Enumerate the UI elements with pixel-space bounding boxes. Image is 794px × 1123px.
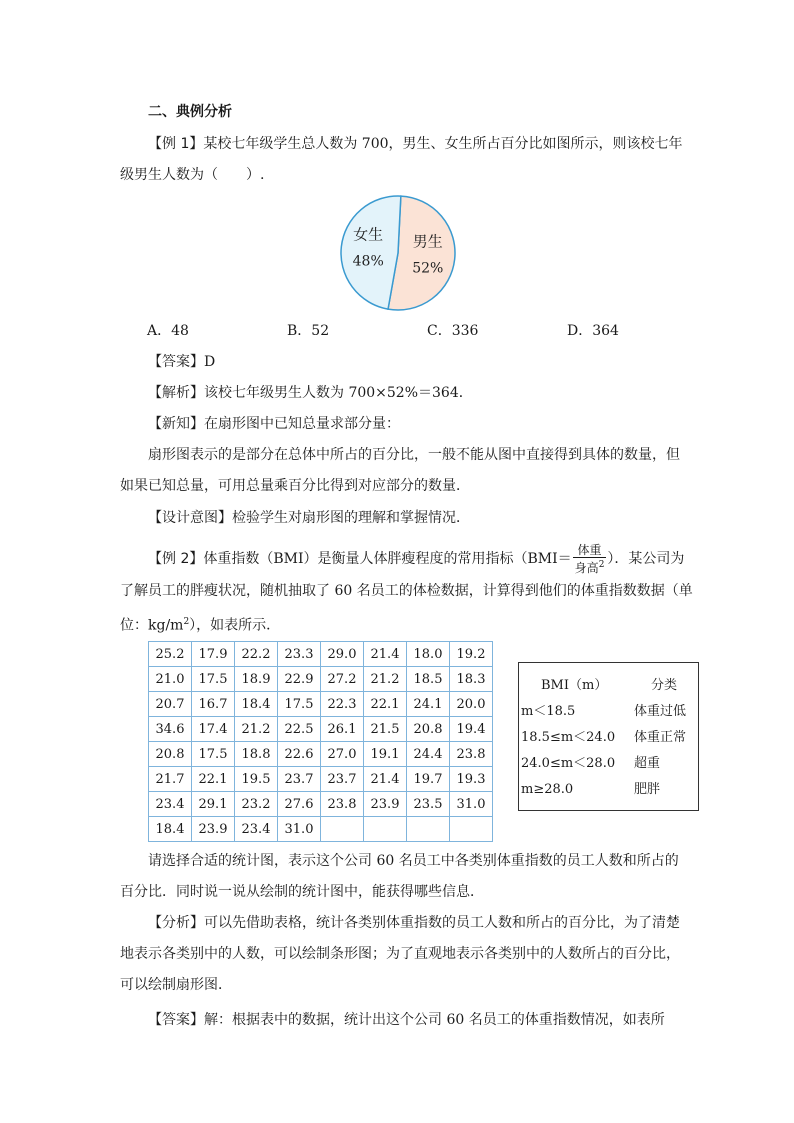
classification-header-category: 分类: [651, 678, 678, 693]
pie-label-male: 男生: [412, 232, 443, 251]
new-knowledge-tag: 【新知】: [148, 416, 204, 432]
table-cell: 24.1: [407, 692, 450, 717]
answer1: [148, 352, 708, 372]
classification-category-4: 肥胖: [634, 782, 661, 797]
table-cell: 21.4: [364, 642, 407, 667]
analysis1-tag: 【解析】: [148, 385, 204, 401]
example2-line3-sup: 2: [183, 617, 190, 627]
table-cell: 23.7: [321, 767, 364, 792]
table-row: [149, 642, 493, 667]
table-cell: 26.1: [321, 717, 364, 742]
table-cell: 34.6: [149, 717, 192, 742]
answer1-text: D: [204, 354, 216, 370]
bmi-classification-box: [518, 662, 699, 811]
table-row: [149, 692, 493, 717]
example2-line1: [148, 543, 708, 575]
classification-range-4: m≥28.0: [521, 782, 574, 797]
table-cell: 19.1: [364, 742, 407, 767]
pie-value-male: 52%: [412, 260, 444, 277]
table-cell: 23.8: [450, 742, 493, 767]
classification-category-1: 体重过低: [634, 704, 687, 719]
table-cell: 21.2: [235, 717, 278, 742]
table-cell: 25.2: [149, 642, 192, 667]
pie-chart: [338, 193, 458, 313]
pie-value-female: 48%: [352, 253, 384, 270]
paragraph1-line1: 扇形图表示的是部分在总体中所占的百分比，一般不能从图中直接得到具体的数量，但: [148, 447, 680, 463]
table-cell: 23.4: [235, 817, 278, 842]
table-cell: 22.1: [364, 692, 407, 717]
example2-line3-a: 位：kg/m: [120, 617, 184, 634]
analysis2-line3: 可以绘制扇形图．: [120, 977, 232, 993]
classification-header-bmi: BMI（m）: [541, 678, 608, 693]
new-knowledge: [148, 414, 708, 434]
table-cell: 23.3: [278, 642, 321, 667]
table-cell: 21.4: [364, 767, 407, 792]
fraction-denominator-text: 身高: [574, 561, 599, 575]
table-cell: 23.8: [321, 792, 364, 817]
table-cell: 23.9: [364, 792, 407, 817]
table-cell: 22.3: [321, 692, 364, 717]
example1-text: 某校七年级学生总人数为 700，男生、女生所占百分比如图所示，则该校七年: [203, 136, 683, 152]
table-cell: 23.7: [278, 767, 321, 792]
table-cell: 16.7: [192, 692, 235, 717]
table-cell: 23.9: [192, 817, 235, 842]
example2-text-a: 体重指数（BMI）是衡量人体胖瘦程度的常用指标（BMI＝: [203, 551, 572, 567]
fraction-denominator-sup: 2: [598, 560, 605, 570]
option-b[interactable]: B．52: [287, 323, 330, 339]
table-cell: 31.0: [278, 817, 321, 842]
example2-line3-b: ），如表所示．: [189, 617, 281, 634]
design-intent-tag: 【设计意图】: [148, 510, 232, 526]
table-cell: 18.5: [407, 667, 450, 692]
table-cell: 20.0: [450, 692, 493, 717]
example2-tag: 【例 2】: [148, 551, 204, 567]
bmi-data-table: [148, 641, 493, 842]
answer2: [148, 1010, 708, 1030]
design-intent: [148, 508, 708, 528]
analysis2-line2: 地表示各类别中的人数，可以绘制条形图；为了直观地表示各类别中的人数所占的百分比，: [120, 946, 680, 962]
example1-line2: 级男生人数为（ ）.: [120, 167, 265, 183]
table-cell: 20.8: [149, 742, 192, 767]
example2-line2: 了解员工的胖瘦状况，随机抽取了 60 名员工的体检数据，计算得到他们的体重指数数据（单: [120, 583, 693, 599]
table-row: [149, 667, 493, 692]
option-d[interactable]: D．364: [567, 323, 619, 339]
table-row: [149, 767, 493, 792]
table-cell: 23.2: [235, 792, 278, 817]
table-cell: [364, 817, 407, 842]
table-cell: 27.6: [278, 792, 321, 817]
classification-range-3: 24.0≤m＜28.0: [521, 756, 616, 771]
table-cell: 29.0: [321, 642, 364, 667]
table-cell: 19.4: [450, 717, 493, 742]
table-cell: 31.0: [450, 792, 493, 817]
table-cell: 18.3: [450, 667, 493, 692]
table-cell: 18.4: [149, 817, 192, 842]
table-cell: 24.4: [407, 742, 450, 767]
pie-label-female: 女生: [353, 225, 384, 244]
table-cell: 22.2: [235, 642, 278, 667]
table-row: [149, 742, 493, 767]
table-cell: 23.4: [149, 792, 192, 817]
answer1-tag: 【答案】: [148, 354, 204, 370]
example2-line3: [120, 612, 680, 636]
analysis1: [148, 383, 708, 403]
table-cell: [407, 817, 450, 842]
option-c[interactable]: C．336: [427, 323, 479, 339]
table-cell: 20.8: [407, 717, 450, 742]
classification-category-3: 超重: [634, 756, 661, 771]
table-cell: 17.9: [192, 642, 235, 667]
table-cell: 27.2: [321, 667, 364, 692]
table-cell: 21.2: [364, 667, 407, 692]
table-cell: 18.8: [235, 742, 278, 767]
table-cell: 19.5: [235, 767, 278, 792]
table-cell: 17.5: [192, 667, 235, 692]
table-cell: 22.9: [278, 667, 321, 692]
bmi-fraction: [573, 543, 607, 575]
design-intent-text: 检验学生对扇形图的理解和掌握情况．: [232, 510, 470, 526]
fraction-numerator: 体重: [573, 543, 607, 558]
table-row: [149, 717, 493, 742]
table-cell: [450, 817, 493, 842]
section-title: 二、典例分析: [148, 104, 232, 120]
table-cell: 21.5: [364, 717, 407, 742]
table-cell: 29.1: [192, 792, 235, 817]
new-knowledge-text: 在扇形图中已知总量求部分量：: [204, 416, 400, 432]
table-cell: 17.5: [278, 692, 321, 717]
table-row: [149, 817, 493, 842]
classification-category-2: 体重正常: [634, 730, 687, 745]
table-cell: 19.7: [407, 767, 450, 792]
fraction-denominator: [573, 558, 607, 575]
answer2-tag: 【答案】: [148, 1012, 204, 1028]
table-cell: 27.0: [321, 742, 364, 767]
classification-range-2: 18.5≤m＜24.0: [521, 730, 616, 745]
example1-line1: [148, 134, 708, 154]
table-cell: 18.4: [235, 692, 278, 717]
example1-tag: 【例 1】: [148, 136, 204, 152]
question2-line2: 百分比．同时说一说从绘制的统计图中，能获得哪些信息．: [120, 884, 484, 900]
table-cell: [321, 817, 364, 842]
table-cell: 22.1: [192, 767, 235, 792]
table-cell: 20.7: [149, 692, 192, 717]
analysis1-text: 该校七年级男生人数为 700×52%＝364．: [204, 385, 473, 401]
analysis2-tag: 【分析】: [148, 915, 204, 931]
paragraph1-line2: 如果已知总量，可用总量乘百分比得到对应部分的数量．: [120, 478, 470, 494]
table-row: [149, 792, 493, 817]
table-cell: 22.5: [278, 717, 321, 742]
table-cell: 22.6: [278, 742, 321, 767]
question2-line1: 请选择合适的统计图，表示这个公司 60 名员工中各类别体重指数的员工人数和所占的: [148, 853, 679, 869]
answer2-text: 解：根据表中的数据，统计出这个公司 60 名员工的体重指数情况，如表所: [204, 1012, 665, 1028]
classification-range-1: m＜18.5: [521, 704, 576, 719]
analysis2-line1: [148, 913, 708, 933]
table-cell: 18.9: [235, 667, 278, 692]
analysis2-text: 可以先借助表格，统计各类别体重指数的员工人数和所占的百分比，为了清楚: [204, 915, 680, 931]
table-cell: 21.0: [149, 667, 192, 692]
example2-text-b: ）．某公司为: [607, 551, 685, 567]
table-cell: 18.0: [407, 642, 450, 667]
table-cell: 23.5: [407, 792, 450, 817]
table-cell: 17.5: [192, 742, 235, 767]
table-cell: 19.3: [450, 767, 493, 792]
table-cell: 21.7: [149, 767, 192, 792]
table-cell: 17.4: [192, 717, 235, 742]
option-a[interactable]: A．48: [147, 323, 189, 339]
table-cell: 19.2: [450, 642, 493, 667]
